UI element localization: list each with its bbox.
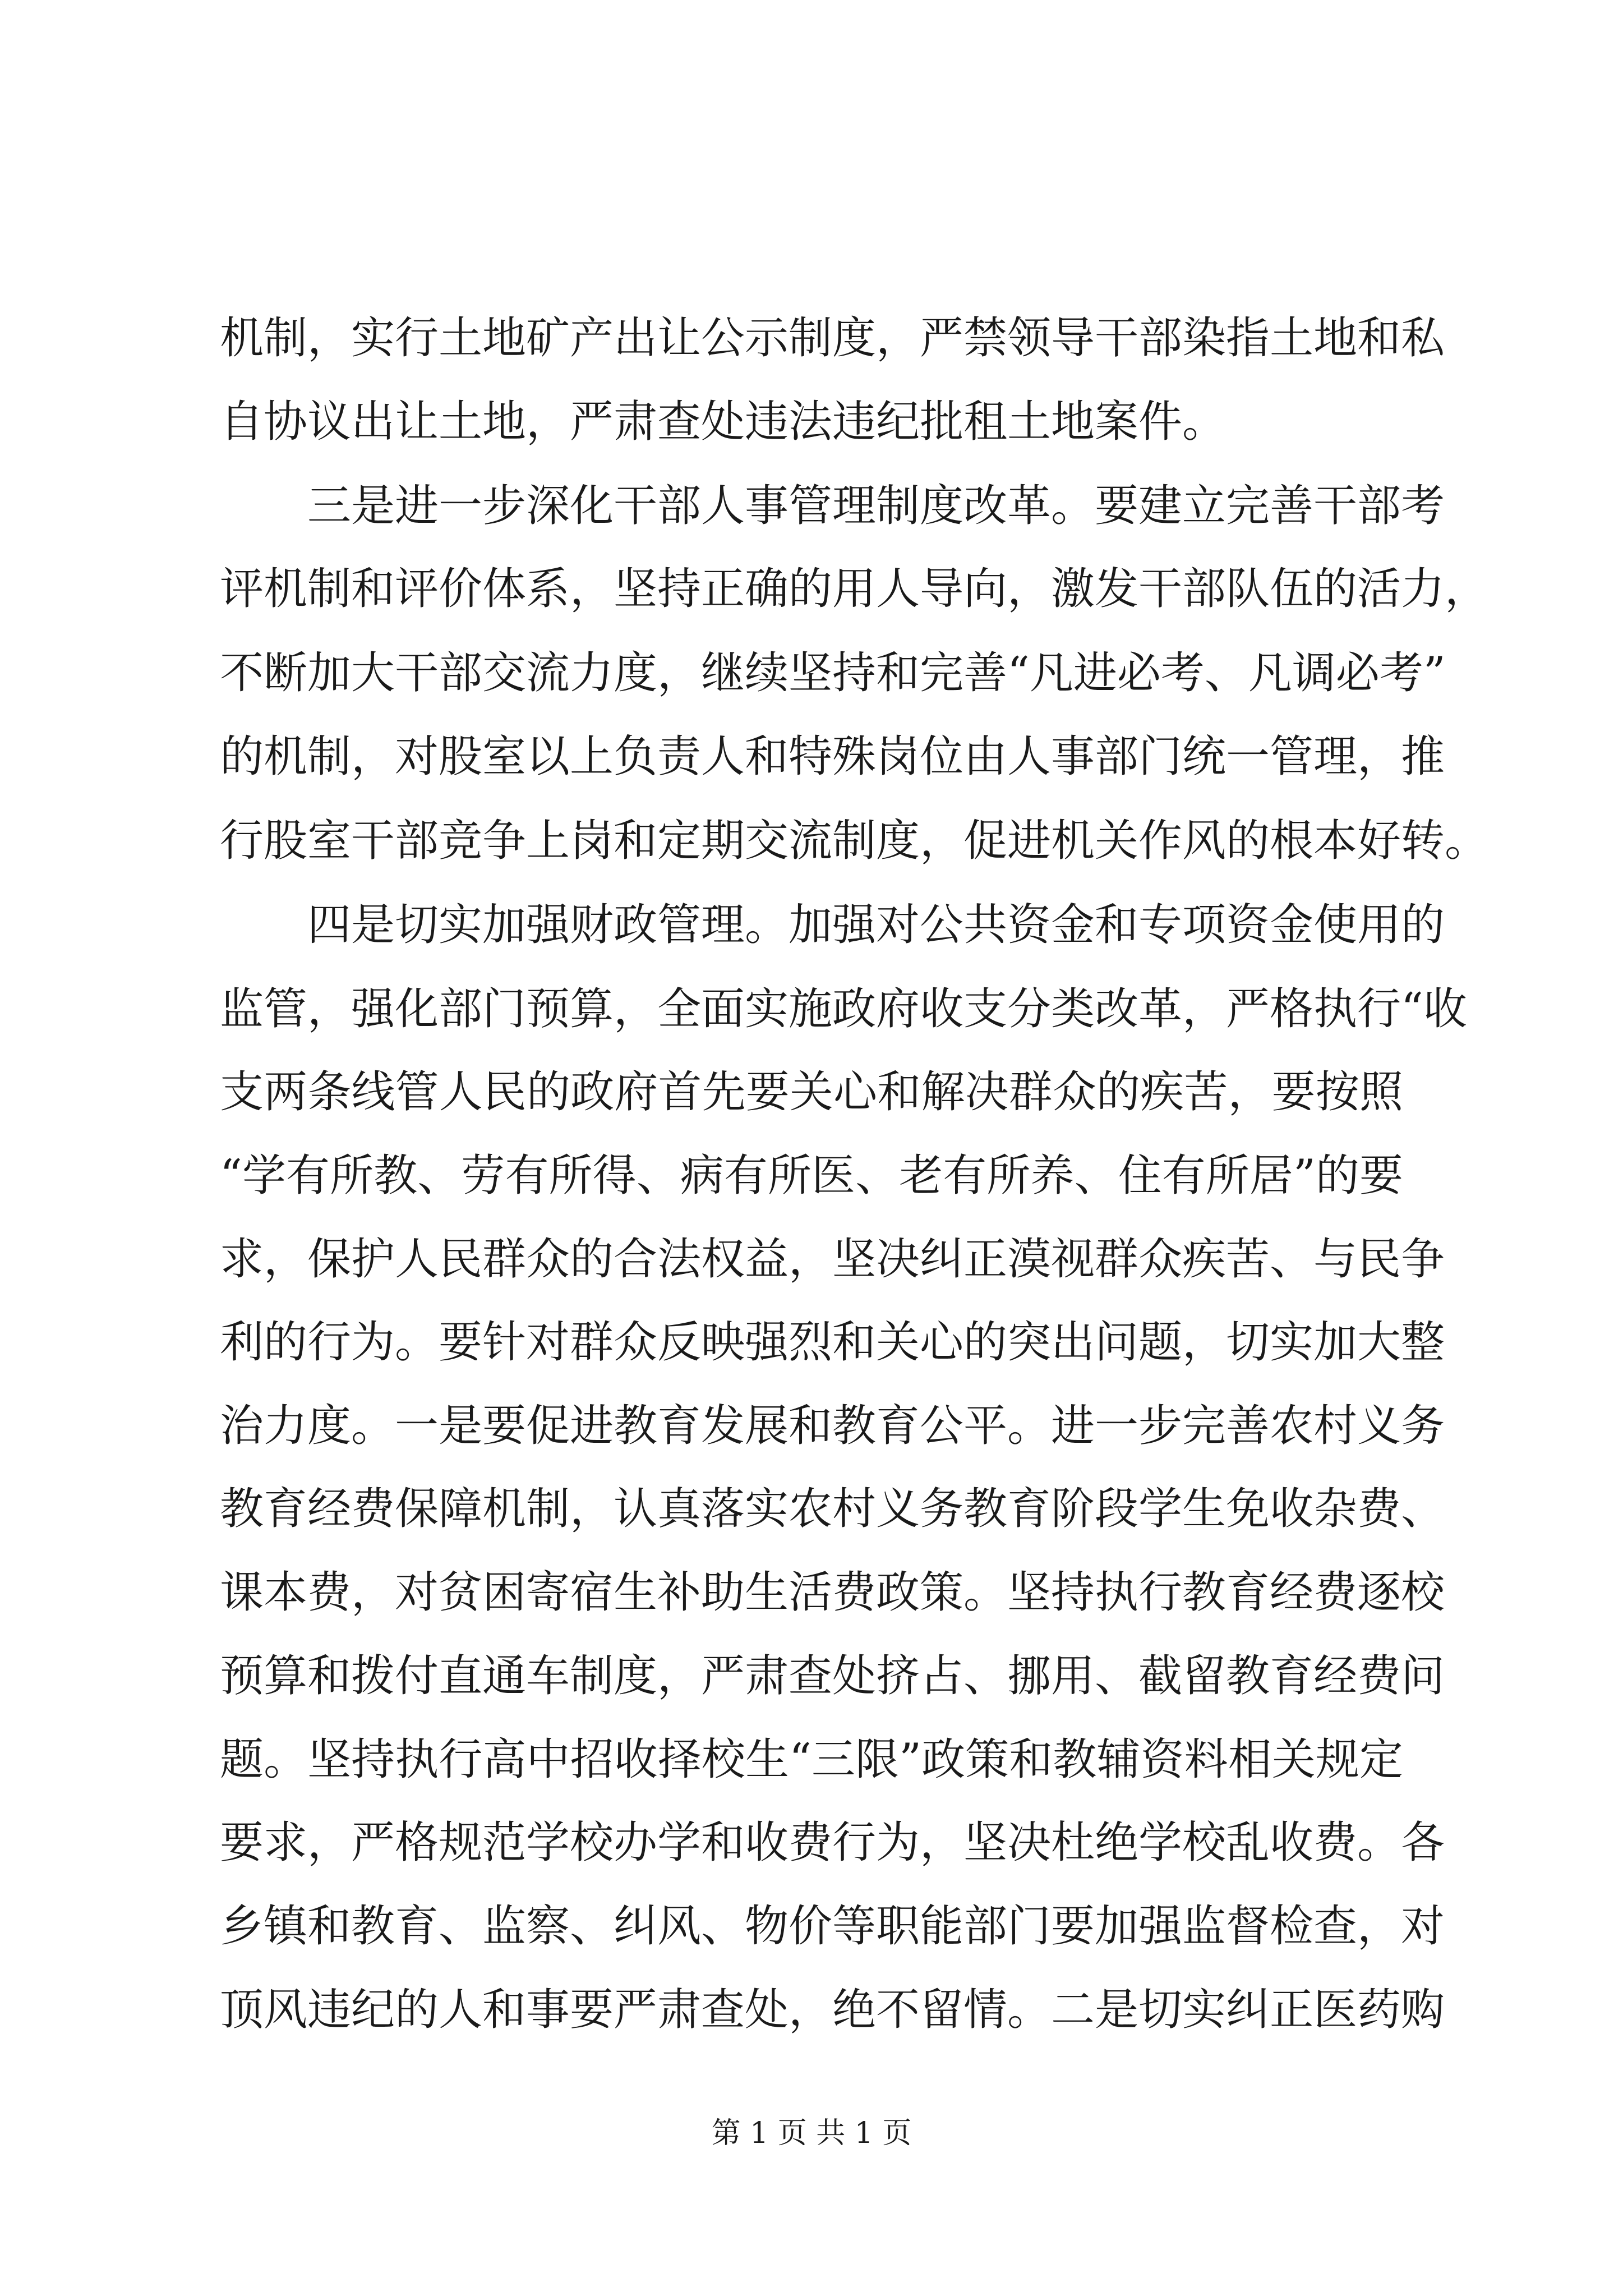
body-text-line: 监管，强化部门预算，全面实施政府收支分类改革，严格执行“收: [220, 984, 1467, 1034]
body-text-line: 支两条线管人民的政府首先要关心和解决群众的疾苦，要按照: [220, 1067, 1403, 1117]
body-text-line: 的机制，对股室以上负责人和特殊岗位由人事部门统一管理，推: [220, 731, 1445, 782]
body-text-line: 利的行为。要针对群众反映强烈和关心的突出问题，切实加大整: [220, 1317, 1445, 1368]
body-text-line: 不断加大干部交流力度，继续坚持和完善“凡进必考、凡调必考”: [220, 648, 1446, 698]
body-text-line: 教育经费保障机制，认真落实农村义务教育阶段学生免收杂费、: [220, 1484, 1445, 1534]
body-text-line: 乡镇和教育、监察、纠风、物价等职能部门要加强监督检查，对: [220, 1901, 1445, 1952]
body-text-line: 自协议出让土地，严肃查处违法违纪批租土地案件。: [220, 397, 1227, 447]
body-text-line: 治力度。一是要促进教育发展和教育公平。进一步完善农村义务: [220, 1401, 1445, 1451]
body-text-line: 三是进一步深化干部人事管理制度改革。要建立完善干部考: [307, 481, 1445, 531]
body-text-line: 行股室干部竞争上岗和定期交流制度，促进机关作风的根本好转。: [220, 816, 1489, 866]
body-text-line: 题。坚持执行高中招收择校生“三限”政策和教辅资料相关规定: [220, 1734, 1403, 1785]
body-text-line: 预算和拨付直通车制度，严肃查处挤占、挪用、截留教育经费问: [220, 1651, 1445, 1701]
body-text-line: 评机制和评价体系，坚持正确的用人导向，激发干部队伍的活力，: [220, 564, 1489, 614]
body-text-line: 要求，严格规范学校办学和收费行为，坚决杜绝学校乱收费。各: [220, 1818, 1445, 1868]
body-text-line: 顶风违纪的人和事要严肃查处，绝不留情。二是切实纠正医药购: [220, 1985, 1445, 2035]
page-number-footer: 第 1 页 共 1 页: [711, 2116, 912, 2150]
body-text-line: 机制，实行土地矿产出让公示制度，严禁领导干部染指土地和私: [220, 313, 1445, 364]
body-text-line: “学有所教、劳有所得、病有所医、老有所养、住有所居”的要: [220, 1151, 1403, 1201]
body-text-line: 四是切实加强财政管理。加强对公共资金和专项资金使用的: [307, 900, 1445, 950]
body-text-line: 课本费，对贫困寄宿生补助生活费政策。坚持执行教育经费逐校: [220, 1567, 1445, 1618]
body-text-line: 求，保护人民群众的合法权益，坚决纠正漠视群众疾苦、与民争: [220, 1234, 1445, 1285]
